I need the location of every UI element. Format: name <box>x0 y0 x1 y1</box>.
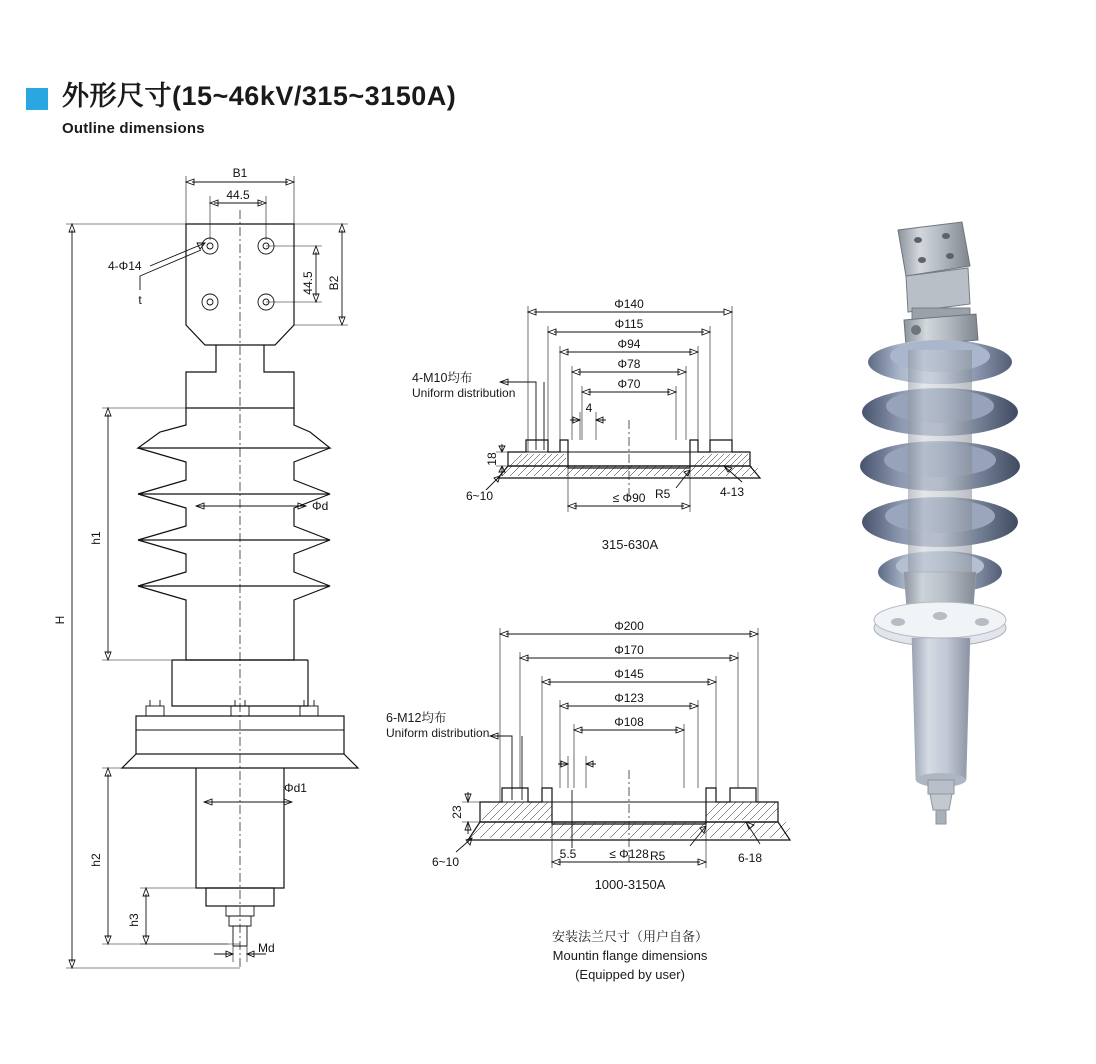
page-title: 外形尺寸(15~46kV/315~3150A) <box>62 81 457 111</box>
dim-flange-l-radius: R5 <box>650 849 666 863</box>
dim-flange-s-d1: Φ140 <box>614 297 644 311</box>
dim-h1: h1 <box>89 531 103 545</box>
dim-flange-l-d3: Φ145 <box>614 667 644 681</box>
dim-top-width: 44.5 <box>226 188 250 202</box>
dim-phi-d1: Φd1 <box>284 781 307 795</box>
flange-small-caption: 315-630A <box>601 537 659 552</box>
dim-flange-l-bore: ≤ Φ128 <box>609 847 649 861</box>
dim-flange-l-d5: Φ108 <box>614 715 644 729</box>
dim-flange-l-chamfer: 6~10 <box>432 855 460 869</box>
header-text-block <box>62 82 456 137</box>
dim-flange-s-d2: Φ115 <box>614 317 644 331</box>
flange-large-bolt-note: 6-M12均布 Uniform distribution <box>386 711 490 740</box>
dim-flange-l-d1: Φ200 <box>614 619 644 633</box>
dim-flange-s-radius: R5 <box>655 487 671 501</box>
flange-1000-3150A-drawing <box>432 619 790 869</box>
dim-flange-s-bore: ≤ Φ90 <box>612 491 646 505</box>
dim-top-height: 44.5 <box>301 271 315 295</box>
header-marker-icon <box>26 88 48 110</box>
dim-h: H <box>53 615 67 625</box>
dim-thickness: t <box>138 293 142 307</box>
dim-flange-s-d5: Φ70 <box>617 377 641 391</box>
dim-flange-l-hole: 6-18 <box>738 851 763 865</box>
bushing-photo-svg <box>820 220 1060 840</box>
dim-flange-s-d4: Φ78 <box>617 357 641 371</box>
bushing-product-photo <box>820 220 1060 840</box>
dim-flange-l-d4: Φ123 <box>614 691 644 705</box>
dim-flange-s-d3: Φ94 <box>617 337 641 351</box>
dim-b2: B2 <box>327 275 341 291</box>
flange-large-caption: 1000-3150A <box>594 877 666 892</box>
dim-h3: h3 <box>127 913 141 927</box>
dim-md: Md <box>258 941 275 955</box>
flange-small-bolt-note: 4-M10均布 Uniform distribution <box>412 371 516 400</box>
dim-hole-spec: 4-Φ14 <box>108 259 142 273</box>
dim-flange-s-height: 18 <box>485 452 499 466</box>
flange-315-630A-drawing <box>466 297 760 512</box>
flange-section-caption: 安装法兰尺寸（用户自备） Mountin flange dimensions (Equipped by user) <box>551 929 708 982</box>
dim-phi-d: Φd <box>312 499 329 513</box>
dim-flange-s-groove: 4 <box>585 401 593 415</box>
dim-flange-l-height: 23 <box>450 805 464 819</box>
dim-flange-l-groove: 5.5 <box>559 847 577 861</box>
main-bushing-outline <box>53 166 358 968</box>
dim-flange-s-chamfer: 6~10 <box>466 489 494 503</box>
page-subtitle: Outline dimensions <box>62 119 205 137</box>
page-header <box>26 82 456 137</box>
dim-flange-s-hole: 4-13 <box>720 485 745 499</box>
dim-flange-l-d2: Φ170 <box>614 643 644 657</box>
dim-h2: h2 <box>89 853 103 867</box>
dim-b1: B1 <box>232 166 248 180</box>
